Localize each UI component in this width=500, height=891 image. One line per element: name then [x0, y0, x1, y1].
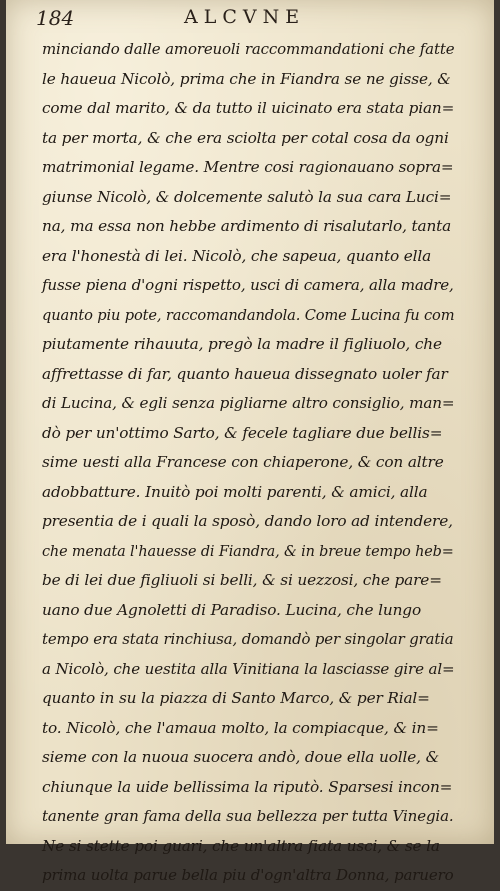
text-line: sime uesti alla Francese con chiaperone, & con altre [42, 453, 444, 471]
text-line: matrimonial legame. Mentre cosi ragionauano sopra= [42, 158, 454, 176]
text-line: minciando dalle amoreuoli raccommandationi che fatte [42, 40, 455, 58]
text-line: quanto in su la piazza di Santo Marco, & per Rial= [42, 689, 430, 707]
book-page [6, 0, 494, 884]
text-line: di Lucina, & egli senza pigliarne altro consiglio, man= [42, 394, 455, 412]
text-line: be di lei due figliuoli si belli, & si uezzosi, che pare= [42, 571, 442, 589]
text-line: a Nicolò, che uestita alla Vinitiana la lasciasse gire al= [42, 659, 455, 678]
text-line: affrettasse di far, quanto haueua dissegnato uoler far [42, 364, 448, 383]
text-line: dò per un'ottimo Sarto, & fecele tagliare due bellis= [42, 423, 443, 442]
text-line: Ne si stette poi guari, che un'altra fiata usci, & se la [42, 836, 440, 855]
text-line: prima uolta parue bella piu d'ogn'altra Donna, paruero [42, 866, 454, 884]
text-line: ta per morta, & che era sciolta per cotal cosa da ogni [42, 128, 449, 147]
running-head: ALCVNE [184, 6, 306, 28]
text-line: to. Nicolò, che l'amaua molto, la compiacque, & in= [42, 718, 439, 737]
text-line: chiunque la uide bellissima la riputò. Sparsesi incon= [42, 777, 453, 796]
body-text [42, 35, 455, 891]
text-line: tempo era stata rinchiusa, domandò per singolar gratia [42, 630, 454, 648]
text-line: che menata l'hauesse di Fiandra, & in breue tempo heb= [42, 541, 454, 560]
text-line: giunse Nicolò, & dolcemente salutò la sua cara Luci= [42, 187, 452, 206]
text-line: na, ma essa non hebbe ardimento di risalutarlo, tanta [42, 217, 452, 235]
page-header [36, 6, 466, 36]
text-line: uano due Agnoletti di Paradiso. Lucina, che lungo [42, 600, 422, 619]
text-line: fusse piena d'ogni rispetto, usci di camera, alla madre, [42, 276, 454, 294]
page-number: 184 [36, 6, 75, 30]
text-line: le haueua Nicolò, prima che in Fiandra se ne gisse, & [42, 69, 451, 88]
text-line: quanto piu pote, raccomandandola. Come Lucina fu com [42, 305, 455, 324]
text-line: adobbatture. Inuitò poi molti parenti, & amici, alla [42, 482, 428, 501]
text-line: come dal marito, & da tutto il uicinato era stata pian= [42, 99, 455, 117]
text-line: sieme con la nuoua suocera andò, doue ella uolle, & [42, 748, 440, 766]
text-line: era l'honestà di lei. Nicolò, che sapeua, quanto ella [42, 246, 432, 265]
text-line: presentia de i quali la sposò, dando loro ad intendere, [42, 512, 453, 530]
text-line: piutamente rihauuta, pregò la madre il figliuolo, che [42, 335, 442, 353]
text-line: tanente gran fama della sua bellezza per tutta Vinegia. [42, 807, 454, 825]
